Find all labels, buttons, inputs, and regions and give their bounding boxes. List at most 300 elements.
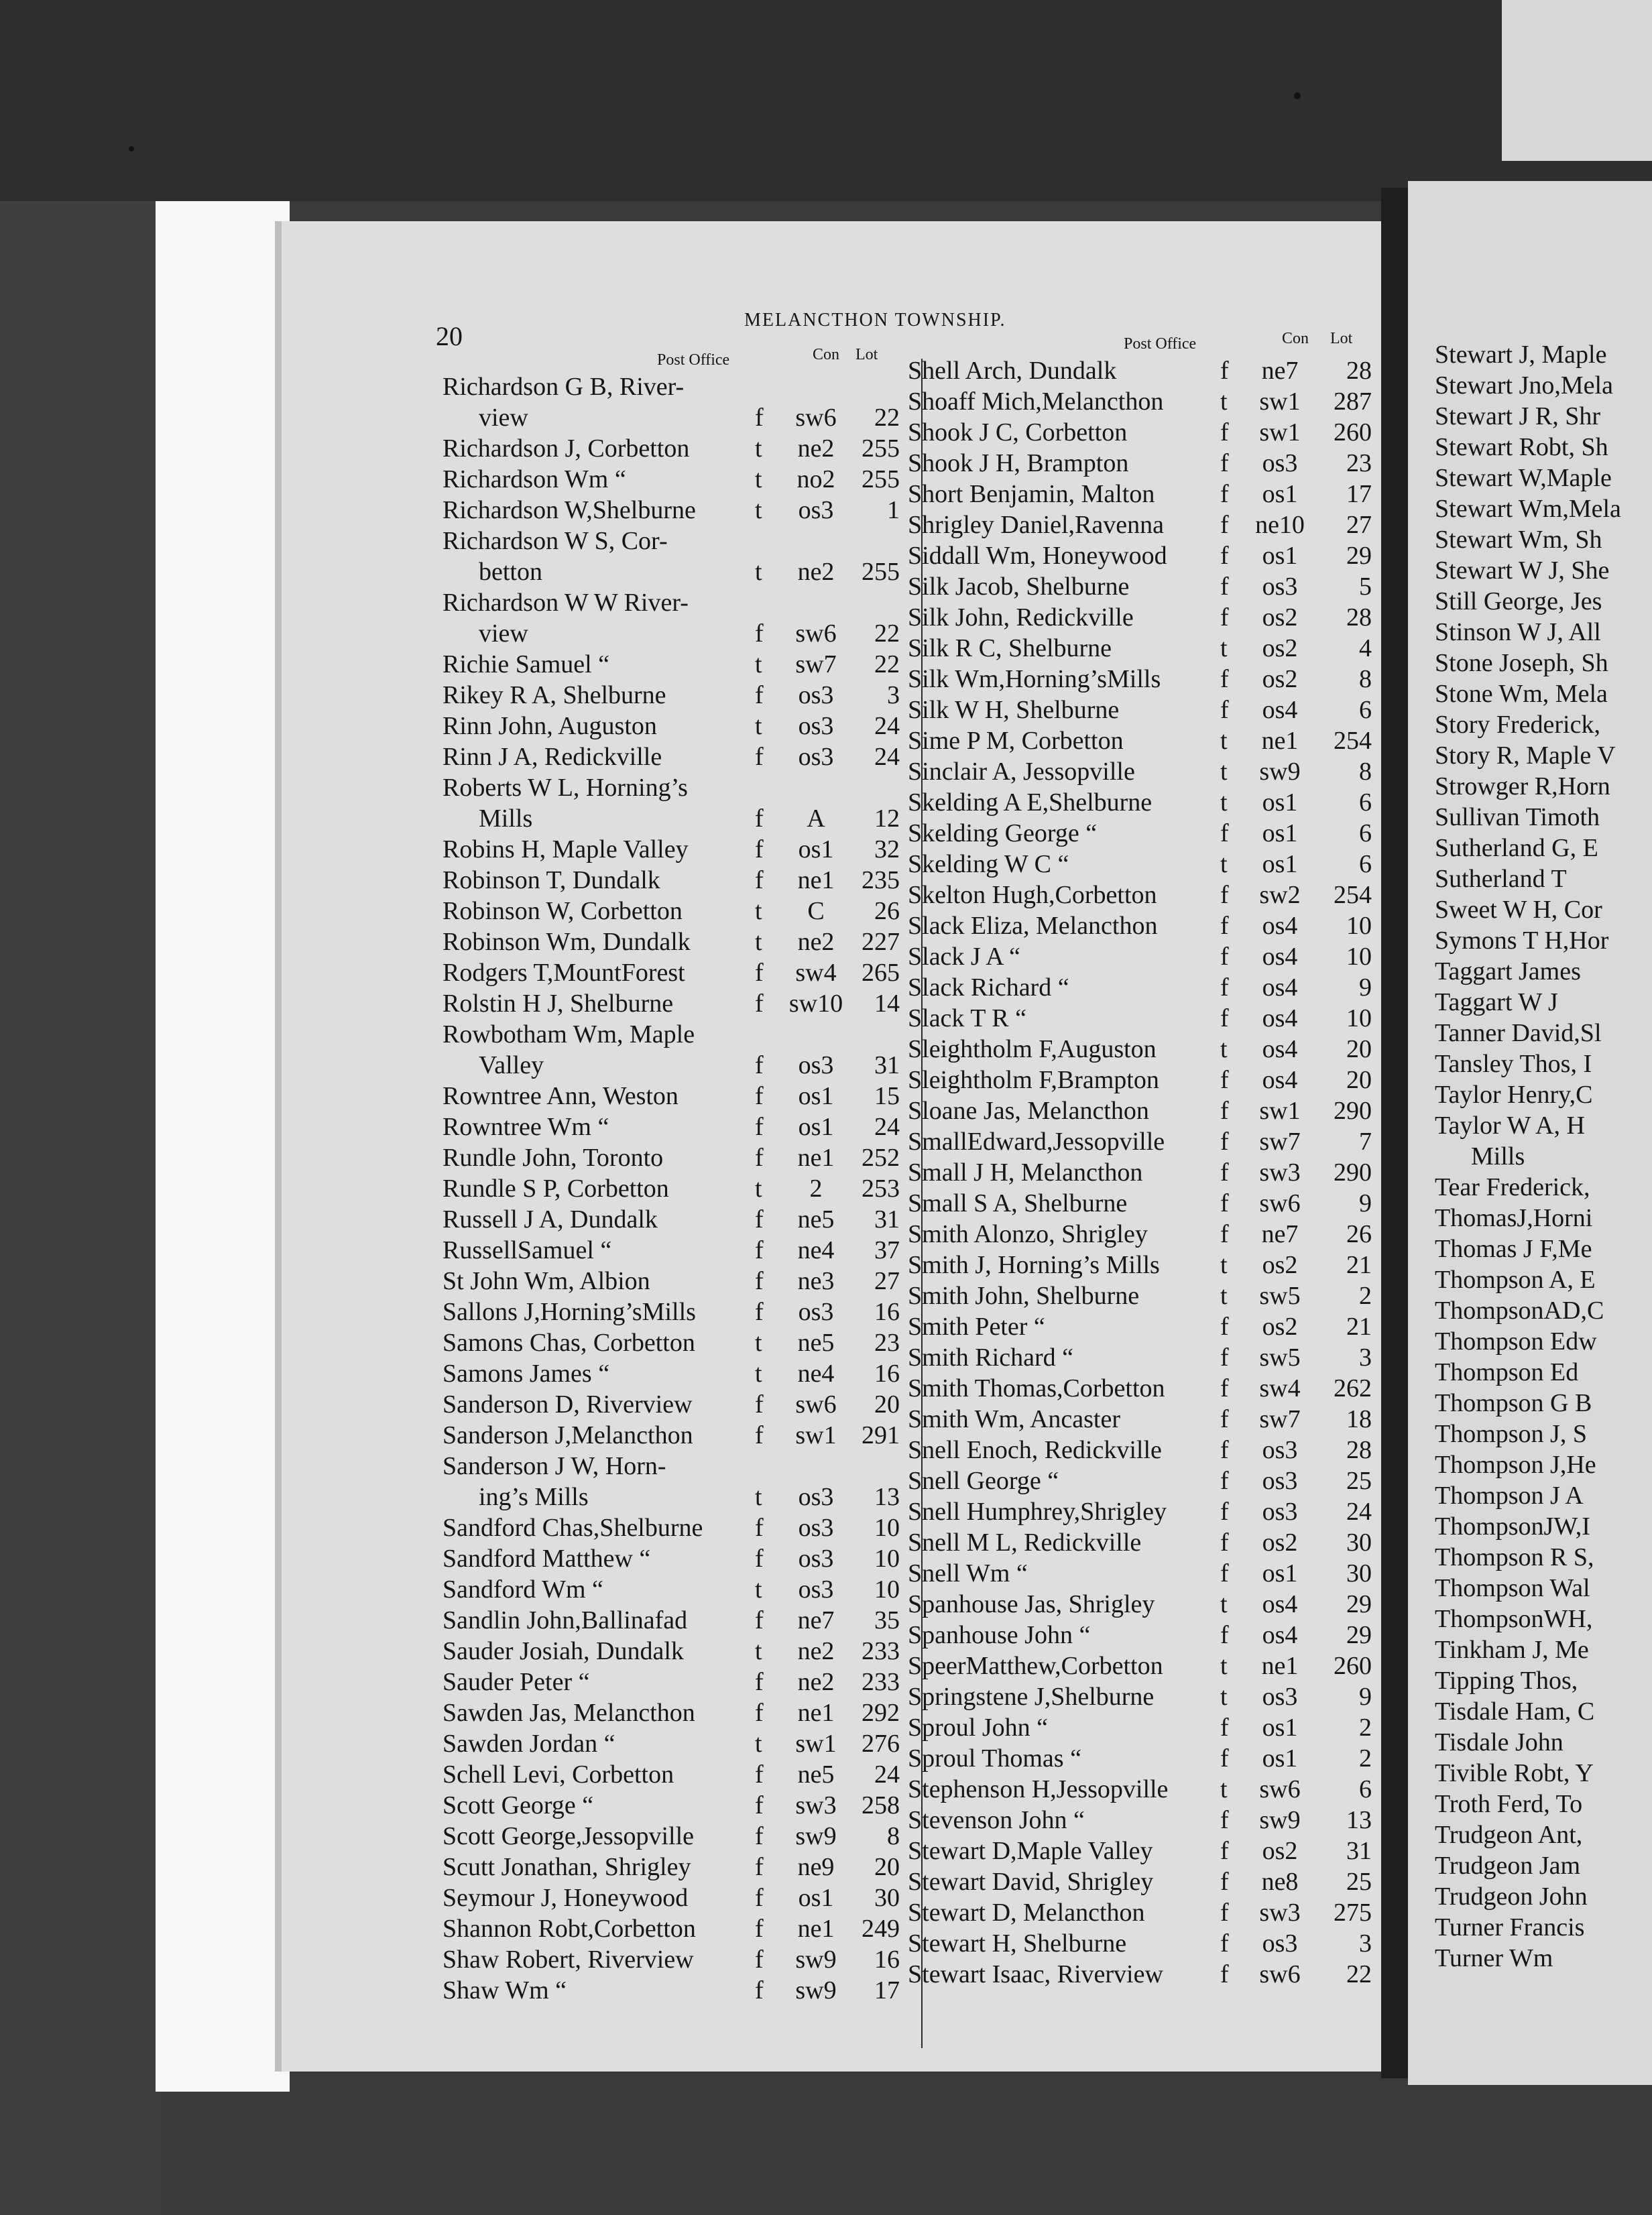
- entry-name: Skelton Hugh,Corbetton: [908, 881, 1157, 909]
- running-head: MELANCTHON TOWNSHIP.: [744, 310, 1006, 331]
- entry-type: t: [1220, 1590, 1228, 1618]
- entry-type: f: [755, 1822, 764, 1850]
- entry-concession: os4: [1262, 973, 1298, 1002]
- entry-concession: os3: [798, 681, 834, 709]
- speck-mark: [1294, 93, 1301, 99]
- entry-type: f: [755, 1699, 764, 1727]
- entry-type: f: [755, 1853, 764, 1881]
- entry-name: Slack Richard “: [908, 973, 1069, 1002]
- entry-name: Samons James “: [442, 1360, 610, 1388]
- entry-lot: 24: [874, 1760, 900, 1789]
- entry-concession: sw5: [1259, 1282, 1301, 1310]
- entry-concession: os2: [1262, 1251, 1298, 1279]
- entry-type: f: [1220, 1837, 1229, 1865]
- entry-lot: 15: [874, 1082, 900, 1110]
- entry-concession: os1: [1262, 1744, 1298, 1773]
- entry-type: f: [1220, 665, 1229, 693]
- entry-concession: os1: [798, 1082, 834, 1110]
- entry-lot: 27: [1346, 511, 1372, 539]
- entry-name: Sanderson J W, Horn-: [442, 1452, 666, 1480]
- facing-page-entry: Stewart W,Maple: [1435, 464, 1612, 492]
- entry-type: f: [755, 1236, 764, 1264]
- facing-page-entry: Tinkham J, Me: [1435, 1636, 1589, 1664]
- entry-concession: os1: [1262, 788, 1298, 817]
- entry-name-continued: betton: [479, 558, 542, 586]
- entry-lot: 22: [874, 619, 900, 648]
- entry-type: f: [1220, 1374, 1229, 1402]
- entry-name: Sawden Jordan “: [442, 1730, 615, 1758]
- entry-lot: 6: [1359, 788, 1372, 817]
- facing-page-entry: Thompson Wal: [1435, 1574, 1590, 1602]
- entry-concession: ne1: [1261, 1652, 1299, 1680]
- entry-lot: 18: [1346, 1405, 1372, 1433]
- entry-lot: 265: [862, 959, 900, 987]
- entry-name: Robinson T, Dundalk: [442, 866, 660, 894]
- entry-type: f: [1220, 1529, 1229, 1557]
- entry-type: f: [755, 1421, 764, 1449]
- entry-type: f: [1220, 1128, 1229, 1156]
- entry-lot: 29: [1346, 1590, 1372, 1618]
- entry-concession: no2: [796, 465, 835, 493]
- entry-type: f: [1220, 1806, 1229, 1834]
- entry-type: t: [1220, 1282, 1228, 1310]
- entry-lot: 260: [1334, 418, 1372, 446]
- entry-type: f: [755, 404, 764, 432]
- entry-concession: os2: [1262, 603, 1298, 632]
- entry-type: f: [755, 1945, 764, 1974]
- entry-name: Richardson W S, Cor-: [442, 527, 668, 555]
- entry-name: Slack Eliza, Melancthon: [908, 912, 1158, 940]
- entry-name: Smith Alonzo, Shrigley: [908, 1220, 1148, 1248]
- facing-page-entry: Symons T H,Hor: [1435, 926, 1609, 955]
- entry-type: f: [1220, 1097, 1229, 1125]
- entry-type: f: [1220, 542, 1229, 570]
- facing-page-entry: Stewart W J, She: [1435, 556, 1610, 585]
- entry-lot: 17: [1346, 480, 1372, 508]
- entry-type: t: [755, 650, 762, 678]
- facing-page-entry: Stewart Wm,Mela: [1435, 495, 1621, 523]
- entry-name: Shaw Wm “: [442, 1976, 567, 2004]
- entry-type: f: [755, 1051, 764, 1079]
- entry-concession: os1: [1262, 480, 1298, 508]
- entry-concession: os1: [1262, 1714, 1298, 1742]
- entry-type: f: [1220, 1498, 1229, 1526]
- entry-concession: ne7: [1261, 1220, 1299, 1248]
- entry-name: Schell Levi, Corbetton: [442, 1760, 674, 1789]
- entry-lot: 20: [874, 1853, 900, 1881]
- facing-page-entry: Still George, Jes: [1435, 587, 1602, 615]
- entry-type: t: [755, 1483, 762, 1511]
- entry-lot: 8: [1359, 665, 1372, 693]
- entry-lot: 24: [1346, 1498, 1372, 1526]
- entry-type: t: [755, 928, 762, 956]
- speck-mark: [129, 146, 134, 152]
- entry-type: f: [1220, 1929, 1229, 1958]
- entry-name: Scutt Jonathan, Shrigley: [442, 1853, 691, 1881]
- facing-page-entry: Thompson J A: [1435, 1482, 1584, 1510]
- entry-concession: ne5: [797, 1760, 835, 1789]
- entry-concession: os4: [1262, 943, 1298, 971]
- entry-type: f: [1220, 1714, 1229, 1742]
- entry-type: f: [1220, 1436, 1229, 1464]
- entry-type: f: [1220, 480, 1229, 508]
- facing-page-entry: Mills: [1471, 1142, 1525, 1171]
- entry-concession: sw6: [1259, 1960, 1301, 1988]
- entry-type: t: [755, 712, 762, 740]
- entry-lot: 255: [862, 558, 900, 586]
- entry-lot: 3: [1359, 1929, 1372, 1958]
- entry-concession: os1: [798, 1884, 834, 1912]
- col1-post-office-header: Post Office: [657, 351, 730, 369]
- entry-lot: 10: [874, 1514, 900, 1542]
- entry-type: f: [755, 1514, 764, 1542]
- entry-lot: 32: [874, 835, 900, 863]
- entry-concession: os3: [798, 743, 834, 771]
- entry-name: Robinson W, Corbetton: [442, 897, 683, 925]
- entry-lot: 291: [862, 1421, 900, 1449]
- entry-lot: 16: [874, 1298, 900, 1326]
- entry-lot: 31: [1346, 1837, 1372, 1865]
- facing-page-entry: Thompson G B: [1435, 1389, 1592, 1417]
- entry-concession: os3: [1262, 1683, 1298, 1711]
- entry-type: f: [1220, 1744, 1229, 1773]
- facing-page-entry: Stewart J, Maple: [1435, 341, 1607, 369]
- entry-concession: sw6: [1259, 1189, 1301, 1217]
- facing-page-entry: ThompsonWH,: [1435, 1605, 1593, 1633]
- facing-page-entries: [1435, 339, 1621, 1974]
- facing-page-entry: Stone Wm, Mela: [1435, 680, 1608, 708]
- entry-type: t: [1220, 727, 1228, 755]
- entry-lot: 6: [1359, 850, 1372, 878]
- entry-concession: sw9: [795, 1822, 837, 1850]
- entry-type: t: [755, 1575, 762, 1604]
- entry-concession: os3: [798, 1298, 834, 1326]
- entry-concession: ne2: [797, 928, 835, 956]
- entry-lot: 8: [1359, 758, 1372, 786]
- facing-page-entry: Taggart James: [1435, 957, 1581, 985]
- entry-name: Sanderson J,Melancthon: [442, 1421, 693, 1449]
- background-top: [0, 0, 1652, 201]
- entry-type: f: [1220, 819, 1229, 847]
- entry-type: f: [1220, 573, 1229, 601]
- entry-lot: 4: [1359, 634, 1372, 662]
- entry-name: Shoaff Mich,Melancthon: [908, 387, 1164, 416]
- entry-name: Seymour J, Honeywood: [442, 1884, 689, 1912]
- col2-con-header: Con: [1282, 330, 1309, 347]
- entry-lot: 26: [874, 897, 900, 925]
- entry-lot: 235: [862, 866, 900, 894]
- entry-lot: 29: [1346, 1621, 1372, 1649]
- entry-type: t: [1220, 788, 1228, 817]
- entry-name: Shook J H, Brampton: [908, 449, 1129, 477]
- entry-lot: 227: [862, 928, 900, 956]
- facing-page-entry: Strowger R,Horn: [1435, 772, 1610, 800]
- entry-name: Richardson J, Corbetton: [442, 434, 690, 463]
- entry-type: t: [755, 1637, 762, 1665]
- entry-concession: os4: [1262, 1066, 1298, 1094]
- entry-lot: 13: [1346, 1806, 1372, 1834]
- entry-type: f: [1220, 1559, 1229, 1588]
- entry-type: f: [755, 866, 764, 894]
- entry-lot: 292: [862, 1699, 900, 1727]
- entry-type: f: [755, 619, 764, 648]
- entry-type: f: [755, 1082, 764, 1110]
- entry-lot: 24: [874, 712, 900, 740]
- entry-name: Snell M L, Redickville: [908, 1529, 1142, 1557]
- entry-lot: 17: [874, 1976, 900, 2004]
- entry-type: f: [755, 1791, 764, 1819]
- entry-type: f: [755, 804, 764, 833]
- entry-concession: os3: [1262, 449, 1298, 477]
- entry-concession: os3: [798, 1545, 834, 1573]
- entry-concession: ne4: [797, 1360, 835, 1388]
- entry-type: f: [755, 1390, 764, 1419]
- entry-type: f: [1220, 511, 1229, 539]
- entry-name: Smith Wm, Ancaster: [908, 1405, 1120, 1433]
- entry-name: Richardson W,Shelburne: [442, 496, 696, 524]
- entry-type: f: [1220, 1004, 1229, 1032]
- entry-concession: os2: [1262, 1837, 1298, 1865]
- entry-concession: sw9: [1259, 758, 1301, 786]
- entry-lot: 9: [1359, 1683, 1372, 1711]
- entry-type: f: [755, 1545, 764, 1573]
- entry-concession: os1: [798, 835, 834, 863]
- entry-lot: 20: [1346, 1035, 1372, 1063]
- entry-lot: 255: [862, 434, 900, 463]
- entry-lot: 2: [1359, 1744, 1372, 1773]
- entry-lot: 27: [874, 1267, 900, 1295]
- entry-lot: 21: [1346, 1251, 1372, 1279]
- entry-concession: os1: [1262, 850, 1298, 878]
- entry-concession: A: [807, 804, 825, 833]
- entry-name: Snell Humphrey,Shrigley: [908, 1498, 1167, 1526]
- entry-lot: 252: [862, 1144, 900, 1172]
- entry-lot: 290: [1334, 1158, 1372, 1187]
- entry-concession: C: [807, 897, 825, 925]
- entry-type: f: [1220, 1343, 1229, 1372]
- entry-name: Sleightholm F,Auguston: [908, 1035, 1157, 1063]
- entry-type: f: [1220, 1313, 1229, 1341]
- entry-lot: 35: [874, 1606, 900, 1634]
- entry-lot: 12: [874, 804, 900, 833]
- entry-concession: ne1: [797, 1699, 835, 1727]
- entry-concession: sw3: [795, 1791, 837, 1819]
- entry-lot: 24: [874, 1113, 900, 1141]
- entry-type: t: [1220, 1683, 1228, 1711]
- entry-concession: os4: [1262, 1035, 1298, 1063]
- entry-name: Sandford Matthew “: [442, 1545, 651, 1573]
- entry-name: Scott George “: [442, 1791, 594, 1819]
- entry-lot: 31: [874, 1051, 900, 1079]
- entry-type: t: [755, 465, 762, 493]
- facing-page-entry: Sutherland G, E: [1435, 834, 1598, 862]
- entry-type: f: [1220, 1189, 1229, 1217]
- entry-concession: sw6: [1259, 1775, 1301, 1803]
- entry-name-continued: Valley: [479, 1051, 544, 1079]
- entry-lot: 28: [1346, 357, 1372, 385]
- entry-concession: os3: [1262, 1498, 1298, 1526]
- entry-concession: sw9: [795, 1976, 837, 2004]
- entry-name-continued: view: [479, 404, 528, 432]
- entry-lot: 233: [862, 1637, 900, 1665]
- entry-lot: 255: [862, 465, 900, 493]
- entry-type: t: [1220, 634, 1228, 662]
- entry-type: t: [755, 1360, 762, 1388]
- entry-name: Sinclair A, Jessopville: [908, 758, 1135, 786]
- entry-concession: os1: [1262, 542, 1298, 570]
- entry-concession: ne7: [1261, 357, 1299, 385]
- entry-concession: sw1: [1259, 418, 1301, 446]
- entry-concession: ne9: [797, 1853, 835, 1881]
- entry-lot: 258: [862, 1791, 900, 1819]
- entry-name: Robins H, Maple Valley: [442, 835, 689, 863]
- entry-lot: 10: [874, 1545, 900, 1573]
- entry-lot: 16: [874, 1360, 900, 1388]
- background-right-corner: [1502, 0, 1652, 161]
- entry-type: f: [1220, 1220, 1229, 1248]
- entry-type: f: [755, 681, 764, 709]
- entry-concession: sw1: [795, 1421, 837, 1449]
- entry-lot: 6: [1359, 696, 1372, 724]
- entry-type: t: [755, 897, 762, 925]
- entry-type: f: [755, 1884, 764, 1912]
- entry-name: SpeerMatthew,Corbetton: [908, 1652, 1163, 1680]
- entry-name: Smith Richard “: [908, 1343, 1073, 1372]
- entry-name: Roberts W L, Horning’s: [442, 774, 688, 802]
- entry-lot: 23: [874, 1329, 900, 1357]
- entry-type: t: [755, 496, 762, 524]
- facing-page-entry: Taggart W J: [1435, 988, 1558, 1016]
- entry-name: Shrigley Daniel,Ravenna: [908, 511, 1165, 539]
- entry-concession: ne10: [1255, 511, 1305, 539]
- entry-lot: 25: [1346, 1868, 1372, 1896]
- entry-type: t: [1220, 1775, 1228, 1803]
- entry-concession: ne2: [797, 558, 835, 586]
- entry-name: Stephenson H,Jessopville: [908, 1775, 1169, 1803]
- entry-name: Sleightholm F,Brampton: [908, 1066, 1159, 1094]
- entry-type: t: [1220, 1251, 1228, 1279]
- entry-name: Rikey R A, Shelburne: [442, 681, 666, 709]
- entry-concession: sw4: [795, 959, 837, 987]
- entry-name: Shaw Robert, Riverview: [442, 1945, 694, 1974]
- entry-lot: 23: [1346, 449, 1372, 477]
- facing-page-entry: Trudgeon Jam: [1435, 1852, 1581, 1880]
- entry-type: f: [1220, 357, 1229, 385]
- entry-concession: os2: [1262, 1313, 1298, 1341]
- entry-concession: ne8: [1261, 1868, 1299, 1896]
- entry-concession: os3: [1262, 1929, 1298, 1958]
- entry-name: Smith Thomas,Corbetton: [908, 1374, 1165, 1402]
- entry-concession: sw6: [795, 619, 837, 648]
- entry-name: Rundle S P, Corbetton: [442, 1175, 669, 1203]
- entry-name: Shook J C, Corbetton: [908, 418, 1128, 446]
- entry-name: Scott George,Jessopville: [442, 1822, 695, 1850]
- entry-lot: 22: [1346, 1960, 1372, 1988]
- entry-name: Slack T R “: [908, 1004, 1026, 1032]
- entry-concession: os3: [798, 496, 834, 524]
- entry-type: f: [1220, 1158, 1229, 1187]
- entry-name: Sproul Thomas “: [908, 1744, 1081, 1773]
- entry-concession: os3: [1262, 1467, 1298, 1495]
- entry-concession: ne1: [797, 1915, 835, 1943]
- entry-type: f: [1220, 449, 1229, 477]
- book-edge: [156, 201, 290, 2092]
- entry-type: f: [755, 1606, 764, 1634]
- entry-concession: sw10: [788, 990, 843, 1018]
- entry-lot: 9: [1359, 973, 1372, 1002]
- facing-page-entry: Sweet W H, Cor: [1435, 896, 1602, 924]
- entry-lot: 22: [874, 404, 900, 432]
- entry-concession: ne4: [797, 1236, 835, 1264]
- entry-concession: os4: [1262, 912, 1298, 940]
- entry-name: RussellSamuel “: [442, 1236, 612, 1264]
- entry-type: f: [755, 959, 764, 987]
- entry-name: Richardson G B, River-: [442, 373, 685, 401]
- entry-lot: 25: [1346, 1467, 1372, 1495]
- entry-name: Shell Arch, Dundalk: [908, 357, 1117, 385]
- entry-concession: os3: [1262, 573, 1298, 601]
- entry-name: Small S A, Shelburne: [908, 1189, 1128, 1217]
- entry-name: Silk John, Redickville: [908, 603, 1134, 632]
- entry-type: t: [755, 1175, 762, 1203]
- col2-lot-header: Lot: [1330, 330, 1353, 347]
- entry-concession: ne2: [797, 1668, 835, 1696]
- entry-type: f: [755, 1205, 764, 1234]
- entry-name: Shannon Robt,Corbetton: [442, 1915, 696, 1943]
- entry-lot: 276: [862, 1730, 900, 1758]
- facing-page-entry: Thomas J F,Me: [1435, 1235, 1592, 1263]
- background-left: [0, 201, 161, 2215]
- entry-name: Sanderson D, Riverview: [442, 1390, 693, 1419]
- entry-concession: 2: [809, 1175, 823, 1203]
- entry-type: t: [755, 434, 762, 463]
- facing-page-entry: Thompson J,He: [1435, 1451, 1596, 1479]
- entry-type: t: [1220, 1035, 1228, 1063]
- entry-type: f: [755, 743, 764, 771]
- entry-lot: 37: [874, 1236, 900, 1264]
- entry-type: t: [1220, 1652, 1228, 1680]
- entry-concession: sw3: [1259, 1158, 1301, 1187]
- entry-name: Rowntree Ann, Weston: [442, 1082, 678, 1110]
- entry-concession: sw6: [795, 404, 837, 432]
- entry-name: Silk W H, Shelburne: [908, 696, 1120, 724]
- entry-name: Skelding W C “: [908, 850, 1069, 878]
- facing-page-entry: Tisdale Ham, C: [1435, 1697, 1595, 1726]
- entry-name: SmallEdward,Jessopville: [908, 1128, 1165, 1156]
- entry-lot: 20: [1346, 1066, 1372, 1094]
- entry-lot: 10: [874, 1575, 900, 1604]
- entry-name: Rinn J A, Redickville: [442, 743, 662, 771]
- entry-name: Smith Peter “: [908, 1313, 1045, 1341]
- entry-name: Sandlin John,Ballinafad: [442, 1606, 688, 1634]
- entry-concession: os1: [798, 1113, 834, 1141]
- entry-type: t: [1220, 758, 1228, 786]
- entry-lot: 16: [874, 1945, 900, 1974]
- entry-concession: os3: [798, 1483, 834, 1511]
- entry-name: Rolstin H J, Shelburne: [442, 990, 674, 1018]
- entry-type: f: [755, 990, 764, 1018]
- facing-page-entry: Thompson Edw: [1435, 1327, 1597, 1356]
- entry-concession: sw9: [795, 1945, 837, 1974]
- entry-concession: sw1: [1259, 1097, 1301, 1125]
- entry-name: Short Benjamin, Malton: [908, 480, 1155, 508]
- entry-name: Sauder Peter “: [442, 1668, 590, 1696]
- entry-name: Russell J A, Dundalk: [442, 1205, 658, 1234]
- entry-concession: sw7: [1259, 1128, 1301, 1156]
- entry-type: f: [755, 1668, 764, 1696]
- facing-page-entry: Trudgeon Ant,: [1435, 1821, 1583, 1849]
- facing-page-entry: Story R, Maple V: [1435, 741, 1616, 770]
